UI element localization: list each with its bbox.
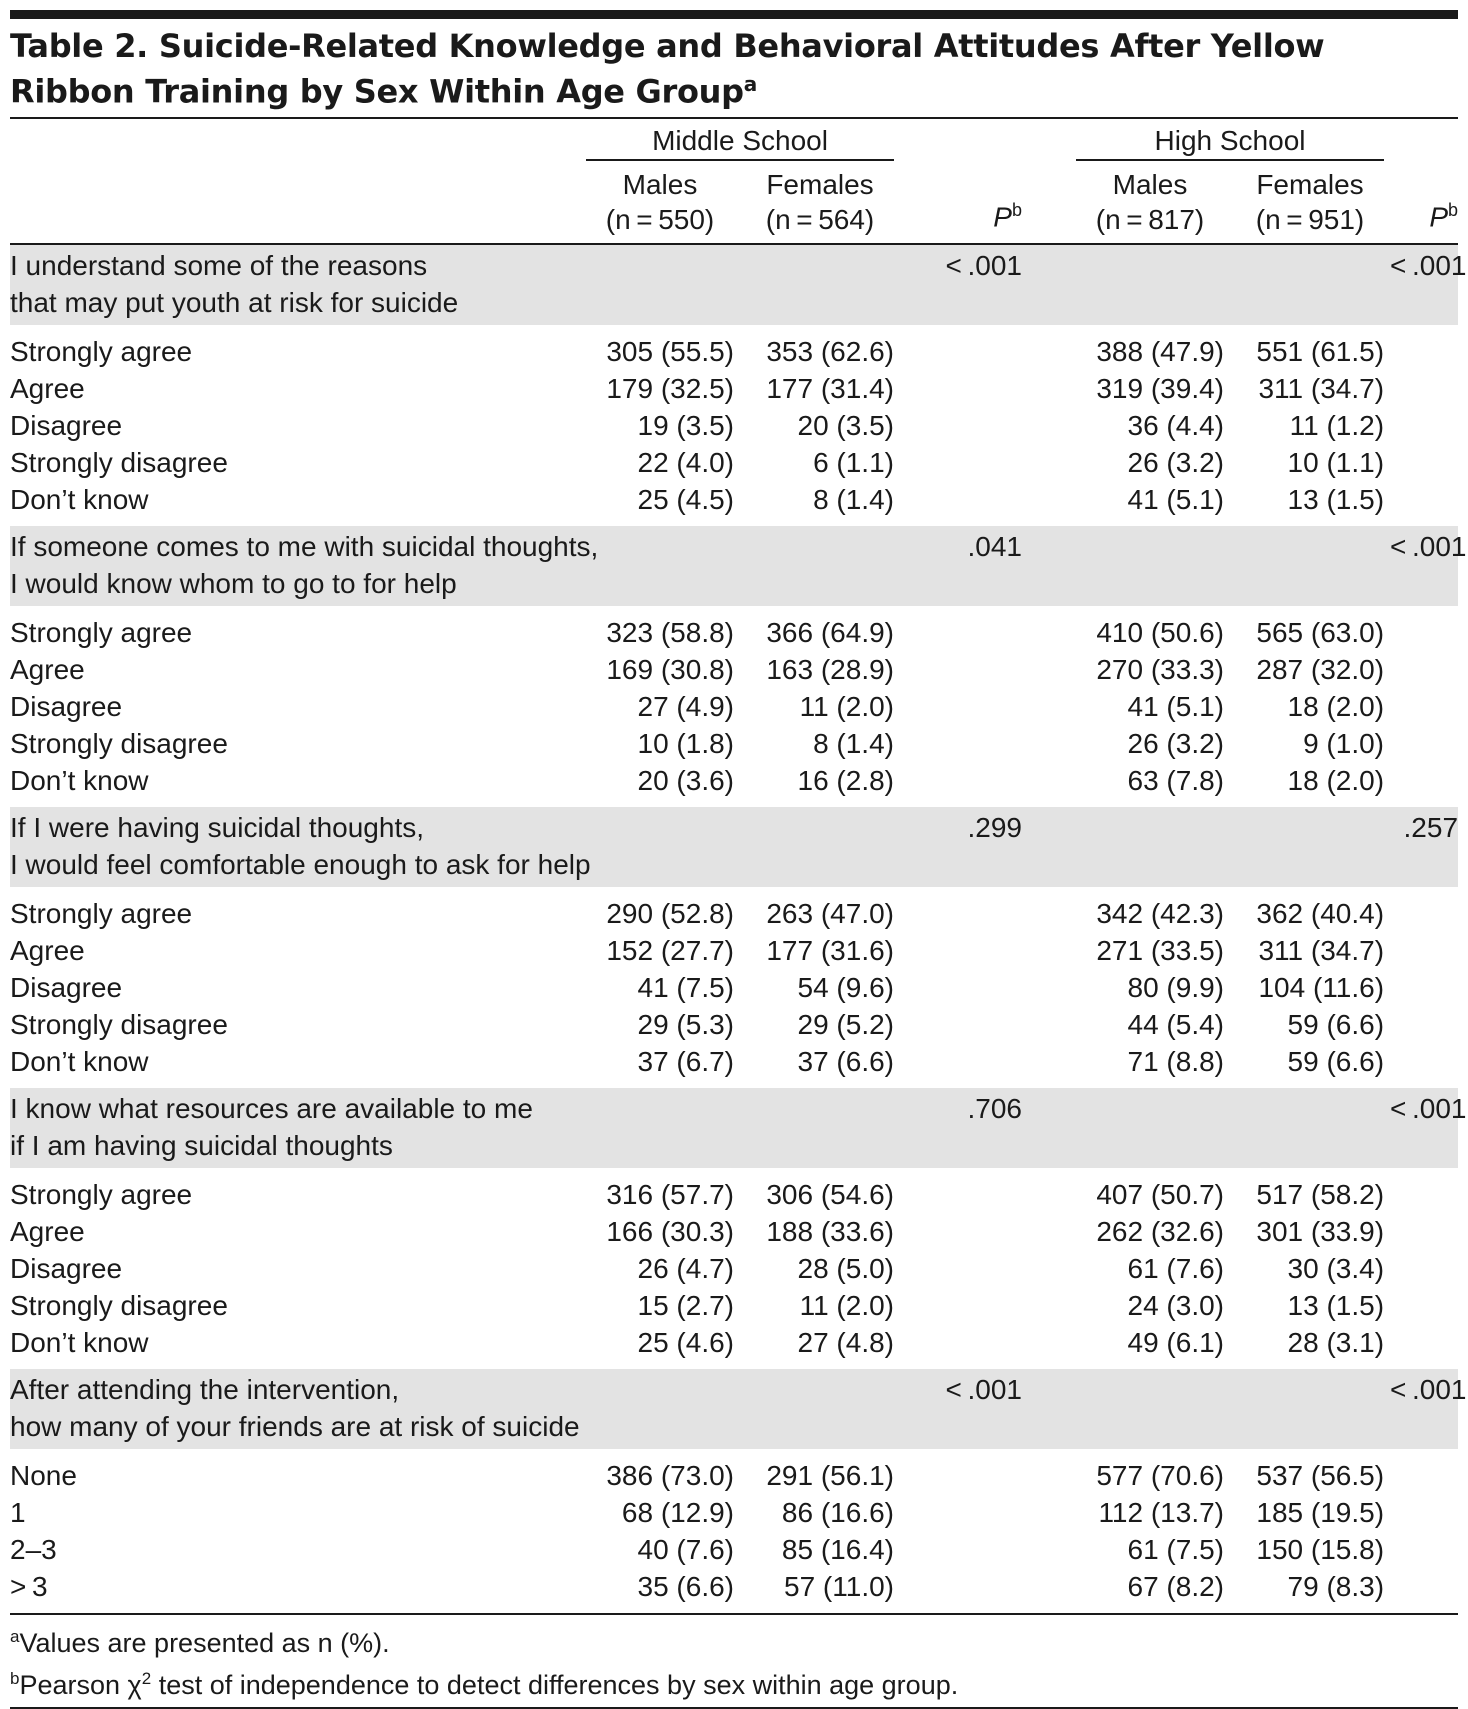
- cell-hs-females: 551 (61.5): [1256, 335, 1385, 367]
- cell-hs-males: 271 (33.5): [1096, 934, 1224, 966]
- cell-ms-males: 27 (4.9): [637, 690, 734, 722]
- footnote-a: $^a$Values are presented as n (%).: [10, 1626, 390, 1658]
- col-hs-females: Females (n = 951): [1255, 168, 1365, 235]
- cell-hs-females: 18 (2.0): [1287, 764, 1385, 796]
- table-row: [10, 762, 1458, 799]
- cell-ms-males: 290 (52.8): [606, 897, 734, 929]
- cell-ms-females: 27 (4.8): [797, 1326, 894, 1358]
- cell-ms-females: 306 (54.6): [766, 1178, 894, 1210]
- row-label: Agree: [10, 1215, 85, 1247]
- cell-ms-males: 40 (7.6): [637, 1533, 734, 1565]
- cell-ms-males: 25 (4.6): [637, 1326, 734, 1358]
- column-header-row: [10, 161, 1458, 244]
- cell-hs-males: 24 (3.0): [1127, 1289, 1224, 1321]
- col-p-high: $P^b$: [1429, 200, 1459, 233]
- p-value-middle: < .001: [900, 245, 1030, 325]
- question-row: [10, 1088, 1458, 1168]
- question-row: [10, 526, 1458, 606]
- cell-hs-females: 59 (6.6): [1287, 1045, 1385, 1077]
- p-value-high: < .001: [1390, 1088, 1458, 1168]
- cell-ms-females: 85 (16.4): [781, 1533, 894, 1565]
- cell-ms-males: 26 (4.7): [637, 1252, 734, 1284]
- cell-ms-females: 57 (11.0): [784, 1570, 894, 1602]
- cell-ms-males: 37 (6.7): [637, 1045, 734, 1077]
- cell-hs-females: 537 (56.5): [1256, 1459, 1385, 1491]
- table-header: [10, 119, 1458, 244]
- cell-hs-males: 26 (3.2): [1127, 446, 1224, 478]
- table-row: [10, 1213, 1458, 1250]
- table-row: [10, 1457, 1458, 1494]
- cell-hs-females: 10 (1.1): [1287, 446, 1385, 478]
- cell-ms-females: 366 (64.9): [766, 616, 894, 648]
- row-label: Strongly agree: [10, 616, 193, 648]
- cell-ms-females: 37 (6.6): [797, 1045, 894, 1077]
- cell-hs-males: 49 (6.1): [1127, 1326, 1224, 1358]
- footer-rule: [10, 1707, 1458, 1709]
- cell-ms-males: 22 (4.0): [637, 446, 734, 478]
- table-row: [10, 969, 1458, 1006]
- cell-ms-females: 11 (2.0): [799, 1289, 894, 1321]
- row-label: 1: [10, 1496, 26, 1528]
- table-row: [10, 1324, 1458, 1361]
- row-label: Strongly disagree: [10, 727, 228, 759]
- cell-ms-males: 15 (2.7): [637, 1289, 734, 1321]
- row-label: Don’t know: [10, 1045, 149, 1077]
- question-text: If I were having suicidal thoughts, I would feel comfortable enough to ask for help: [10, 807, 900, 887]
- cell-hs-females: 517 (58.2): [1256, 1178, 1385, 1210]
- title-footnote-marker: a: [743, 72, 757, 96]
- question-row: [10, 807, 1458, 887]
- cell-ms-females: 6 (1.1): [813, 446, 894, 478]
- cell-hs-males: 388 (47.9): [1096, 335, 1224, 367]
- col-p-middle: $P^b$: [993, 200, 1022, 233]
- footnote-b: $^b$Pearson $\chi^2$ test of independence to detect differences by sex within age group.: [10, 1668, 959, 1700]
- row-label: Agree: [10, 372, 85, 404]
- cell-hs-males: 262 (32.6): [1096, 1215, 1224, 1247]
- col-ms-females: Females (n = 564): [765, 168, 875, 235]
- cell-ms-males: 166 (30.3): [606, 1215, 734, 1247]
- table-title: [10, 27, 1458, 111]
- cell-ms-females: 11 (2.0): [799, 690, 894, 722]
- row-label: Strongly agree: [10, 335, 193, 367]
- row-label: Strongly disagree: [10, 1008, 228, 1040]
- cell-hs-females: 59 (6.6): [1287, 1008, 1385, 1040]
- cell-hs-males: 342 (42.3): [1096, 897, 1224, 929]
- col-ms-males: Males (n = 550): [605, 168, 715, 235]
- table-row: [10, 1568, 1458, 1605]
- cell-ms-females: 177 (31.4): [766, 372, 894, 404]
- table-row: [10, 725, 1458, 762]
- row-label: None: [10, 1459, 77, 1491]
- cell-hs-females: 28 (3.1): [1287, 1326, 1385, 1358]
- row-label: Strongly disagree: [10, 446, 228, 478]
- table-row: [10, 333, 1458, 370]
- cell-ms-females: 29 (5.2): [797, 1008, 894, 1040]
- question-row: [10, 245, 1458, 325]
- cell-ms-males: 152 (27.7): [606, 934, 734, 966]
- cell-ms-females: 291 (56.1): [766, 1459, 894, 1491]
- table-body: [10, 244, 1467, 1613]
- cell-hs-males: 61 (7.6): [1127, 1252, 1224, 1284]
- cell-hs-males: 61 (7.5): [1127, 1533, 1224, 1565]
- cell-hs-males: 63 (7.8): [1127, 764, 1224, 796]
- row-label: Don’t know: [10, 1326, 149, 1358]
- table-bottom-rule: [10, 1613, 1458, 1615]
- row-label: Don’t know: [10, 764, 149, 796]
- cell-ms-males: 25 (4.5): [637, 483, 734, 515]
- table-row: [10, 932, 1458, 969]
- cell-hs-females: 311 (34.7): [1258, 372, 1385, 404]
- title-text: Table 2. Suicide-Related Knowledge and Behavioral Attitudes After Yellow Ribbon Training by Sex Within Age Group: [10, 27, 1325, 111]
- cell-hs-males: 577 (70.6): [1096, 1459, 1224, 1491]
- p-value-high: < .001: [1390, 526, 1458, 606]
- table-row: [10, 1494, 1458, 1531]
- table-row: [10, 688, 1458, 725]
- p-value-middle: .299: [900, 807, 1030, 887]
- cell-hs-females: 362 (40.4): [1256, 897, 1385, 929]
- p-value-middle: .706: [900, 1088, 1030, 1168]
- cell-hs-females: 287 (32.0): [1256, 653, 1385, 685]
- p-value-middle: .041: [900, 526, 1030, 606]
- cell-ms-females: 20 (3.5): [797, 409, 894, 441]
- cell-ms-males: 29 (5.3): [637, 1008, 734, 1040]
- row-label: > 3: [10, 1570, 48, 1602]
- cell-ms-females: 8 (1.4): [813, 727, 894, 759]
- cell-hs-females: 565 (63.0): [1256, 616, 1385, 648]
- cell-ms-males: 305 (55.5): [606, 335, 734, 367]
- group-header-row: [10, 119, 1458, 161]
- cell-ms-males: 41 (7.5): [637, 971, 734, 1003]
- cell-ms-males: 386 (73.0): [606, 1459, 734, 1491]
- row-label: Agree: [10, 934, 85, 966]
- cell-ms-females: 163 (28.9): [766, 653, 894, 685]
- cell-ms-males: 35 (6.6): [637, 1570, 734, 1602]
- row-label: 2–3: [10, 1533, 57, 1565]
- table-row: [10, 1043, 1458, 1080]
- cell-hs-males: 410 (50.6): [1096, 616, 1224, 648]
- cell-ms-females: 263 (47.0): [766, 897, 894, 929]
- cell-hs-females: 9 (1.0): [1303, 727, 1385, 759]
- row-label: Disagree: [10, 409, 123, 441]
- cell-hs-females: 13 (1.5): [1287, 483, 1385, 515]
- question-text: I know what resources are available to me if I am having suicidal thoughts: [10, 1088, 900, 1168]
- cell-ms-males: 316 (57.7): [606, 1178, 734, 1210]
- table-row: [10, 1287, 1458, 1324]
- top-rule: [10, 10, 1458, 19]
- row-label: Don’t know: [10, 483, 149, 515]
- table-row: [10, 1531, 1458, 1568]
- cell-hs-males: 26 (3.2): [1127, 727, 1224, 759]
- p-value-high: < .001: [1390, 1369, 1458, 1449]
- cell-ms-females: 54 (9.6): [797, 971, 894, 1003]
- cell-ms-females: 353 (62.6): [766, 335, 894, 367]
- cell-ms-males: 169 (30.8): [606, 653, 734, 685]
- table-row: [10, 1006, 1458, 1043]
- table-row: [10, 614, 1458, 651]
- row-label: Disagree: [10, 690, 123, 722]
- cell-hs-males: 41 (5.1): [1127, 690, 1224, 722]
- cell-ms-males: 10 (1.8): [637, 727, 734, 759]
- cell-hs-females: 30 (3.4): [1287, 1252, 1385, 1284]
- cell-hs-males: 67 (8.2): [1127, 1570, 1224, 1602]
- p-value-high: < .001: [1390, 245, 1458, 325]
- p-value-high: .257: [1390, 807, 1458, 887]
- row-label: Disagree: [10, 1252, 123, 1284]
- row-label: Strongly agree: [10, 1178, 193, 1210]
- table-row: [10, 407, 1458, 444]
- row-label: Strongly disagree: [10, 1289, 228, 1321]
- group-high-school: High School: [1070, 119, 1390, 161]
- cell-ms-females: 177 (31.6): [766, 934, 894, 966]
- question-text: I understand some of the reasons that may put youth at risk for suicide: [10, 245, 900, 325]
- cell-ms-males: 179 (32.5): [606, 372, 734, 404]
- table-row: [10, 1176, 1458, 1213]
- cell-hs-males: 270 (33.3): [1096, 653, 1224, 685]
- question-row: [10, 1369, 1458, 1449]
- cell-hs-females: 79 (8.3): [1287, 1570, 1385, 1602]
- cell-ms-females: 188 (33.6): [766, 1215, 894, 1247]
- cell-ms-females: 16 (2.8): [797, 764, 894, 796]
- cell-ms-males: 20 (3.6): [637, 764, 734, 796]
- cell-hs-males: 112 (13.7): [1098, 1496, 1224, 1528]
- cell-hs-males: 36 (4.4): [1127, 409, 1224, 441]
- cell-hs-females: 185 (19.5): [1256, 1496, 1385, 1528]
- cell-hs-females: 104 (11.6): [1258, 971, 1385, 1003]
- cell-ms-males: 68 (12.9): [621, 1496, 734, 1528]
- cell-ms-males: 323 (58.8): [606, 616, 734, 648]
- row-label: Strongly agree: [10, 897, 193, 929]
- cell-hs-males: 407 (50.7): [1096, 1178, 1224, 1210]
- cell-ms-females: 8 (1.4): [813, 483, 894, 515]
- cell-hs-males: 44 (5.4): [1127, 1008, 1224, 1040]
- cell-hs-females: 301 (33.9): [1256, 1215, 1385, 1247]
- table-row: [10, 444, 1458, 481]
- cell-ms-females: 86 (16.6): [781, 1496, 894, 1528]
- cell-hs-females: 18 (2.0): [1287, 690, 1385, 722]
- cell-hs-females: 11 (1.2): [1289, 409, 1385, 441]
- cell-ms-females: 28 (5.0): [797, 1252, 894, 1284]
- data-table: [10, 119, 1467, 1613]
- cell-hs-females: 13 (1.5): [1287, 1289, 1385, 1321]
- row-label: Agree: [10, 653, 85, 685]
- cell-hs-males: 319 (39.4): [1096, 372, 1224, 404]
- cell-ms-males: 19 (3.5): [637, 409, 734, 441]
- question-text: After attending the intervention, how many of your friends are at risk of suicide: [10, 1369, 900, 1449]
- footnotes: [10, 1619, 1458, 1703]
- table-row: [10, 651, 1458, 688]
- table-row: [10, 481, 1458, 518]
- table-row: [10, 370, 1458, 407]
- table-row: [10, 1250, 1458, 1287]
- cell-hs-males: 80 (9.9): [1127, 971, 1224, 1003]
- question-text: If someone comes to me with suicidal thoughts, I would know whom to go to for help: [10, 526, 900, 606]
- cell-hs-females: 150 (15.8): [1256, 1533, 1385, 1565]
- col-hs-males: Males (n = 817): [1095, 168, 1205, 235]
- cell-hs-males: 71 (8.8): [1127, 1045, 1224, 1077]
- row-label: Disagree: [10, 971, 123, 1003]
- cell-hs-males: 41 (5.1): [1127, 483, 1224, 515]
- table-figure: [10, 10, 1467, 1709]
- table-row: [10, 895, 1458, 932]
- p-value-middle: < .001: [900, 1369, 1030, 1449]
- group-middle-school: Middle School: [580, 119, 900, 161]
- cell-hs-females: 311 (34.7): [1258, 934, 1385, 966]
